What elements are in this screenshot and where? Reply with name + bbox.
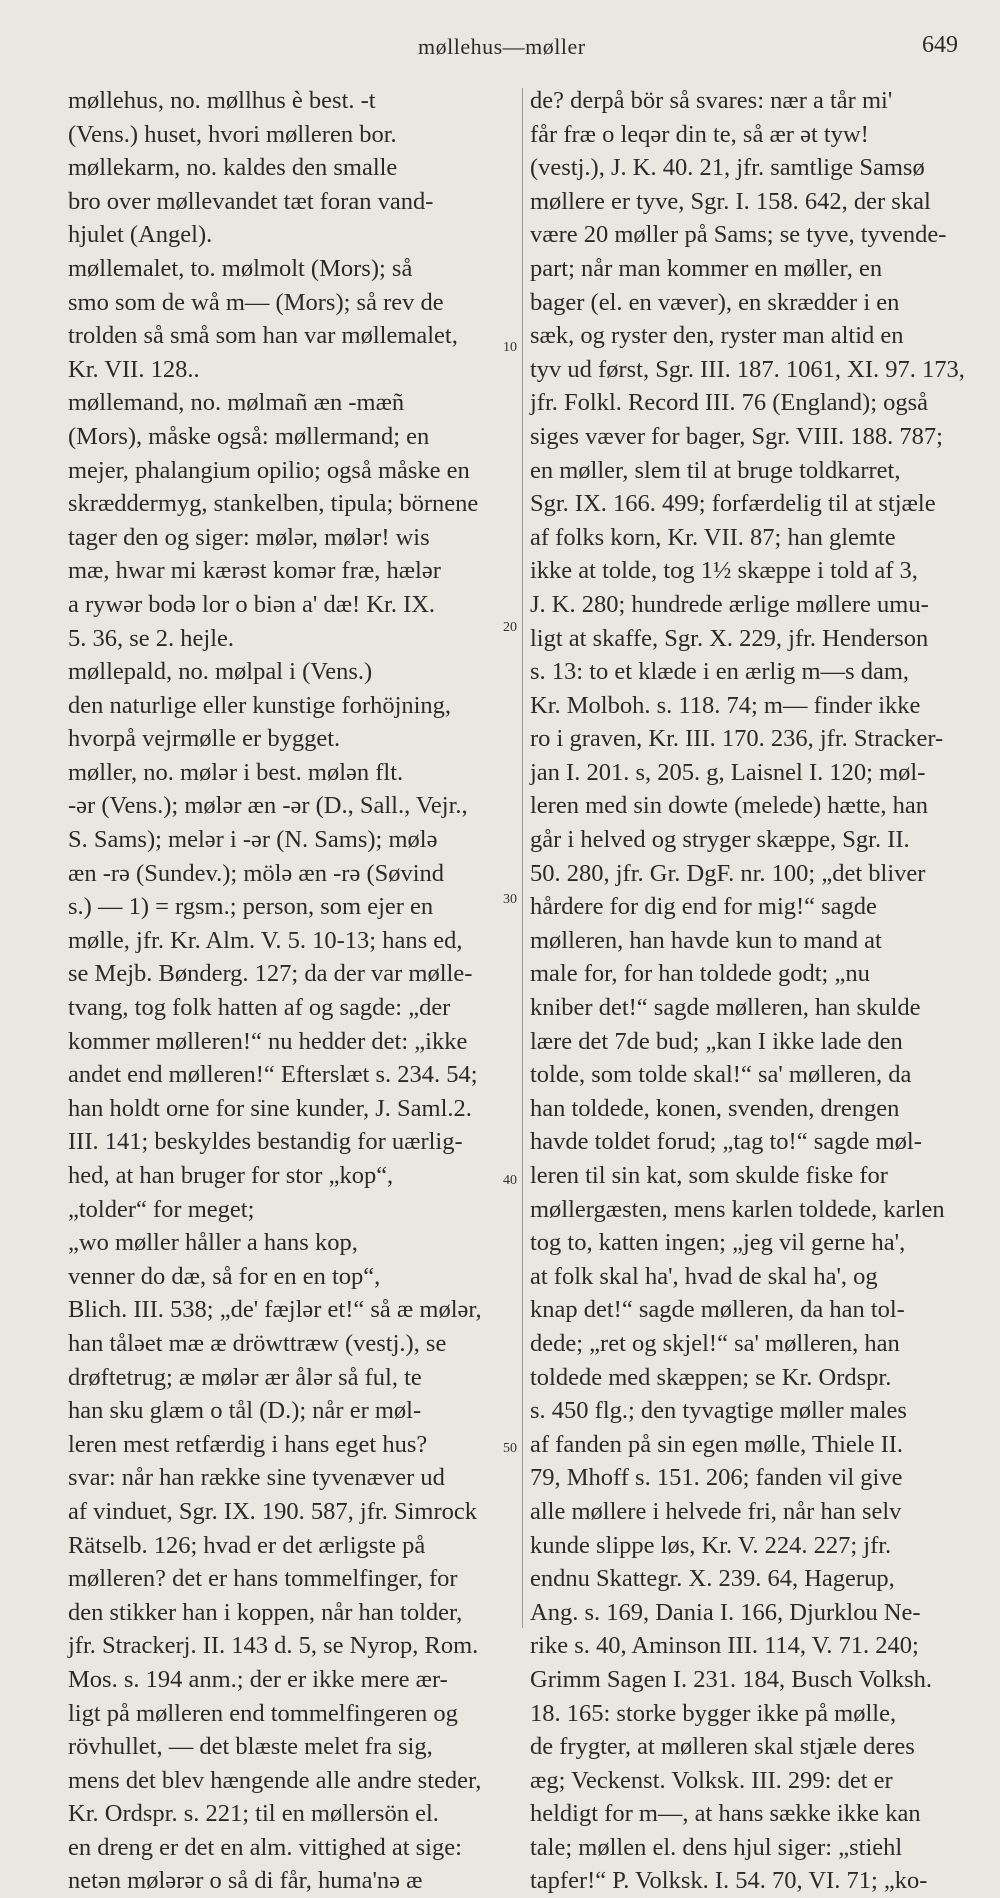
text-line: sæk, og ryster den, ryster man altid en: [530, 322, 904, 350]
text-line: han sku glæm o tål (D.); når er møl-: [68, 1397, 422, 1425]
text-line: s. 13: to et klæde i en ærlig m—s dam,: [530, 658, 910, 686]
running-head: møllehus—møller: [418, 34, 586, 59]
text-line: Sgr. IX. 166. 499; forfærdelig til at stjæle: [530, 490, 936, 518]
text-line: møllepald, no. mølpal i (Vens.): [68, 658, 373, 686]
text-line: rike s. 40, Aminson III. 114, V. 71. 240;: [530, 1632, 919, 1660]
line-number: 50: [503, 1441, 517, 1456]
text-line: III. 141; beskyldes bestandig for uærlig-: [68, 1128, 463, 1156]
text-line: Grimm Sagen I. 231. 184, Busch Volksh.: [530, 1665, 932, 1693]
text-line: tyv ud først, Sgr. III. 187. 1061, XI. 97. 173,: [530, 355, 965, 383]
text-line: skræddermyg, stankelben, tipula; börnene: [68, 490, 479, 518]
text-line: ro i graven, Kr. III. 170. 236, jfr. Stracker-: [530, 725, 944, 753]
text-line: hvorpå vejrmølle er bygget.: [68, 725, 341, 753]
text-line: leren med sin dowte (melede) hætte, han: [530, 792, 928, 820]
text-line: møllere er tyve, Sgr. I. 158. 642, der skal: [530, 187, 931, 215]
text-line: at folk skal ha', hvad de skal ha', og: [530, 1262, 878, 1290]
text-line: dede; „ret og skjel!“ sa' mølleren, han: [530, 1329, 900, 1357]
text-line: alle møllere i helvede fri, når han selv: [530, 1497, 902, 1525]
text-line: mejer, phalangium opilio; også måske en: [68, 456, 470, 484]
text-line: 5. 36, se 2. hejle.: [68, 624, 235, 652]
page-header: [0, 24, 1000, 64]
text-line: får fræ o leqər din te, så ær ət tyw!: [530, 120, 869, 148]
text-line: Kr. Ordspr. s. 221; til en møllersön el.: [68, 1800, 439, 1828]
text-line: tale; møllen el. dens hjul siger: „stiehl: [530, 1833, 903, 1861]
line-number: 20: [503, 620, 517, 635]
page-number: 649: [922, 32, 958, 58]
text-line: han toldede, konen, svenden, drengen: [530, 1094, 900, 1122]
text-line: bager (el. en væver), en skrædder i en: [530, 288, 900, 316]
text-line: være 20 møller på Sams; se tyve, tyvende-: [530, 221, 947, 249]
text-line: mæ, hwar mi kærəst komər fræ, hælər: [68, 557, 441, 585]
text-line: af vinduet, Sgr. IX. 190. 587, jfr. Simrock: [68, 1497, 477, 1525]
line-number: 10: [503, 340, 517, 355]
text-line: se Mejb. Bønderg. 127; da der var mølle-: [68, 960, 473, 988]
text-line: møllergæsten, mens karlen toldede, karlen: [530, 1195, 945, 1223]
text-line: 18. 165: storke bygger ikke på mølle,: [530, 1699, 897, 1727]
text-line: af folks korn, Kr. VII. 87; han glemte: [530, 523, 896, 551]
text-line: bro over møllevandet tæt foran vand-: [68, 187, 434, 215]
text-line: (Vens.) huset, hvori mølleren bor.: [68, 120, 397, 148]
text-line: kommer mølleren!“ nu hedder det: „ikke: [68, 1027, 468, 1055]
text-line: æn -rə (Sundev.); mölə æn -rə (Søvind: [68, 859, 445, 887]
text-line: smo som de wå m— (Mors); så rev de: [68, 288, 444, 316]
text-line: Blich. III. 538; „de' fæjlər et!“ så æ mølər,: [68, 1296, 482, 1324]
line-number: 40: [503, 1173, 517, 1188]
text-line: tapfer!“ P. Volksk. I. 54. 70, VI. 71; „ko-: [530, 1867, 928, 1895]
text-line: netən mølərər o så di får, huma'nə æ: [68, 1867, 423, 1895]
column-rule: [522, 88, 523, 1628]
text-line: s. 450 flg.; den tyvagtige møller males: [530, 1397, 907, 1425]
text-line: kunde slippe løs, Kr. V. 224. 227; jfr.: [530, 1531, 892, 1559]
text-line: møllemand, no. mølmañ æn -mæñ: [68, 389, 405, 417]
text-line: møllehus, no. møllhus è best. -t: [68, 87, 376, 114]
text-line: den naturlige eller kunstige forhöjning,: [68, 691, 452, 719]
text-line: de frygter, at mølleren skal stjæle deres: [530, 1733, 915, 1761]
text-line: -ər (Vens.); mølər æn -ər (D., Sall., Vejr.,: [68, 792, 468, 820]
text-line: S. Sams); melər i -ər (N. Sams); mølə: [68, 826, 438, 854]
text-line: ikke at tolde, tog 1½ skæppe i told af 3,: [530, 557, 918, 585]
text-line: mølle, jfr. Kr. Alm. V. 5. 10-13; hans ed,: [68, 926, 463, 954]
text-line: tolde, som tolde skal!“ sa' mølleren, da: [530, 1061, 912, 1089]
text-line: „wo møller håller a hans kop,: [68, 1229, 358, 1257]
text-line: Ang. s. 169, Dania I. 166, Djurklou Ne-: [530, 1598, 921, 1626]
text-line: 50. 280, jfr. Gr. DgF. nr. 100; „det bliver: [530, 859, 926, 887]
text-line: tager den og siger: mølər, mølər! wis: [68, 523, 430, 551]
left-column: [68, 84, 518, 1898]
text-line: J. K. 280; hundrede ærlige møllere umu-: [530, 590, 929, 618]
text-line: tog to, katten ingen; „jeg vil gerne ha',: [530, 1229, 906, 1257]
text-line: jfr. Folkl. Record III. 76 (England); også: [530, 389, 929, 417]
right-column: [530, 84, 970, 1898]
text-line: en møller, slem til at bruge toldkarret,: [530, 456, 901, 484]
text-line: havde toldet forud; „tag to!“ sagde møl-: [530, 1128, 922, 1156]
text-line: lære det 7de bud; „kan I ikke lade den: [530, 1027, 903, 1055]
text-line: Rätselb. 126; hvad er det ærligste på: [68, 1531, 426, 1559]
text-line: han holdt orne for sine kunder, J. Saml.2.: [68, 1094, 472, 1122]
text-line: s.) — 1) = rgsm.; person, som ejer en: [68, 893, 434, 921]
text-line: møllekarm, no. kaldes den smalle: [68, 154, 398, 182]
text-line: endnu Skattegr. X. 239. 64, Hagerup,: [530, 1565, 895, 1593]
text-line: siges væver for bager, Sgr. VIII. 188. 787;: [530, 422, 943, 450]
text-line: ligt på mølleren end tommelfingeren og: [68, 1699, 458, 1727]
text-line: a rywər bodə lor o biən a' dæ! Kr. IX.: [68, 590, 436, 618]
text-line: knap det!“ sagde mølleren, da han tol-: [530, 1296, 905, 1324]
text-line: venner do dæ, så for en en top“,: [68, 1262, 381, 1290]
text-line: drøftetrug; æ mølər ær ålər så ful, te: [68, 1363, 422, 1391]
text-line: han tåləet mæ æ dröwttræw (vestj.), se: [68, 1329, 447, 1357]
text-line: møllemalet, to. mølmolt (Mors); så: [68, 254, 413, 282]
text-line: (vestj.), J. K. 40. 21, jfr. samtlige Samsø: [530, 154, 925, 182]
text-line: den stikker han i koppen, når han tolder,: [68, 1598, 463, 1626]
text-line: „tolder“ for meget;: [68, 1195, 255, 1223]
text-line: mølleren, han havde kun to mand at: [530, 926, 882, 954]
text-line: mens det blev hængende alle andre steder,: [68, 1766, 482, 1794]
text-line: jan I. 201. s, 205. g, Laisnel I. 120; møl-: [530, 758, 926, 786]
text-line: leren til sin kat, som skulde fiske for: [530, 1162, 888, 1189]
text-line: de? derpå bör så svares: nær a tår mi': [530, 87, 893, 114]
text-line: jfr. Strackerj. II. 143 d. 5, se Nyrop, Rom.: [68, 1632, 479, 1660]
text-line: Kr. Molboh. s. 118. 74; m— finder ikke: [530, 691, 921, 719]
text-line: trolden så små som han var møllemalet,: [68, 322, 458, 350]
text-line: hårdere for dig end for mig!“ sagde: [530, 893, 877, 921]
text-line: går i helved og stryger skæppe, Sgr. II.: [530, 826, 910, 854]
text-line: en dreng er det en alm. vittighed at sige:: [68, 1833, 462, 1861]
text-line: møller, no. mølər i best. mølən flt.: [68, 758, 404, 786]
text-line: (Mors), måske også: møllermand; en: [68, 422, 430, 450]
text-line: hed, at han bruger for stor „kop“,: [68, 1162, 394, 1189]
text-line: andet end mølleren!“ Efterslæt s. 234. 54;: [68, 1061, 478, 1089]
text-line: Mos. s. 194 anm.; der er ikke mere ær-: [68, 1665, 448, 1693]
text-line: mølleren? det er hans tommelfinger, for: [68, 1565, 458, 1593]
text-line: hjulet (Angel).: [68, 221, 213, 249]
text-line: 79, Mhoff s. 151. 206; fanden vil give: [530, 1464, 903, 1492]
text-line: male for, for han toldede godt; „nu: [530, 960, 870, 988]
text-line: rövhullet, — det blæste melet fra sig,: [68, 1733, 433, 1761]
text-line: æg; Veckenst. Volksk. III. 299: det er: [530, 1766, 893, 1794]
line-number: 30: [503, 892, 517, 907]
text-line: ligt at skaffe, Sgr. X. 229, jfr. Henderson: [530, 624, 929, 652]
text-line: toldede med skæppen; se Kr. Ordspr.: [530, 1363, 892, 1391]
text-line: heldigt for m—, at hans sække ikke kan: [530, 1800, 921, 1828]
text-line: svar: når han række sine tyvenæver ud: [68, 1464, 445, 1492]
text-line: Kr. VII. 128..: [68, 355, 200, 383]
text-line: part; når man kommer en møller, en: [530, 254, 883, 282]
text-line: af fanden på sin egen mølle, Thiele II.: [530, 1430, 904, 1458]
text-line: tvang, tog folk hatten af og sagde: „der: [68, 994, 451, 1022]
text-line: leren mest retfærdig i hans eget hus?: [68, 1430, 428, 1458]
text-line: kniber det!“ sagde mølleren, han skulde: [530, 994, 921, 1022]
